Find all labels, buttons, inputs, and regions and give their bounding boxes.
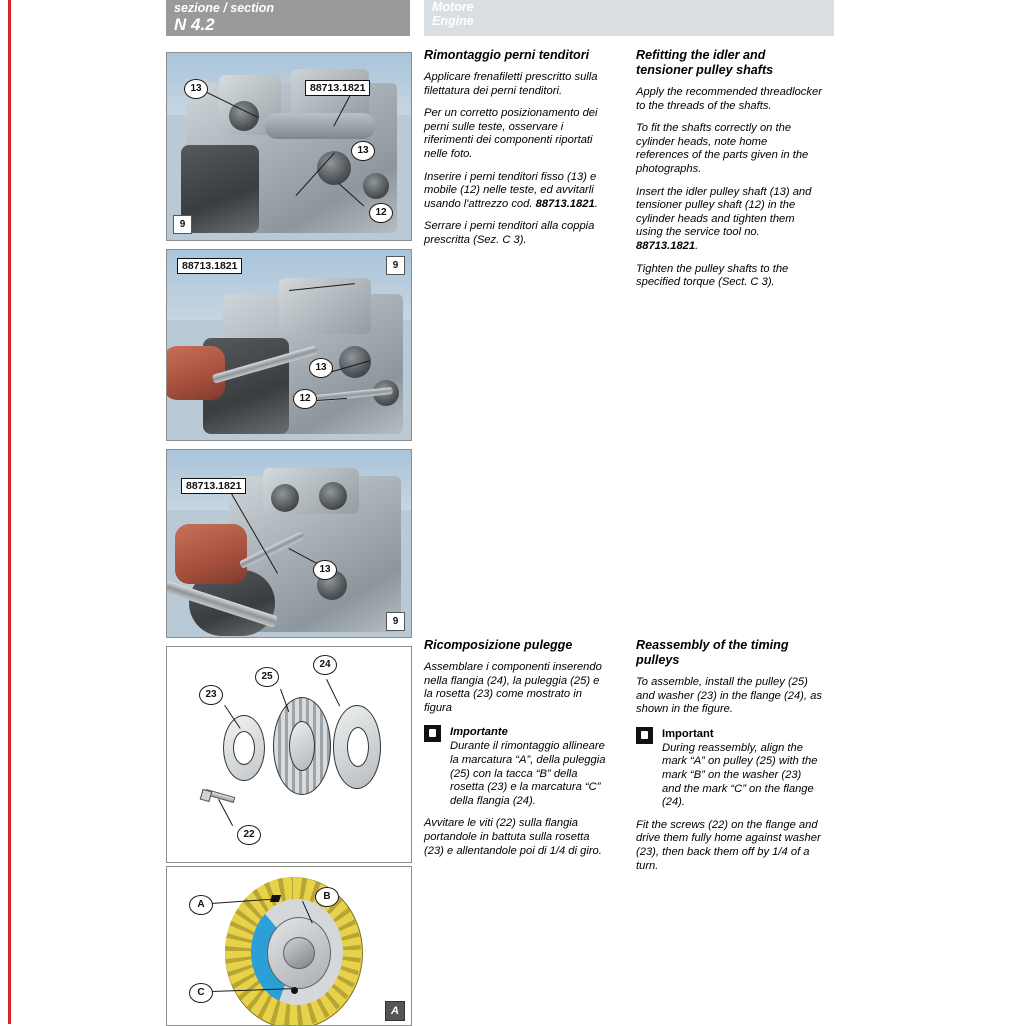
- en-b2-p2: Fit the screws (22) on the flange and drive them fully home against washer (23), then back them off by 1/4 of a turn.: [636, 818, 821, 872]
- fig3-callout-13: 13: [313, 560, 337, 580]
- it-b1-p1: Applicare frenafiletti prescritto sulla filettatura dei perni tenditori.: [424, 71, 598, 97]
- it-heading-2: Ricomposizione pulegge: [424, 638, 573, 652]
- fig5-callout-b: B: [315, 887, 339, 907]
- header-title-bar: [424, 0, 834, 36]
- it-b2-p1: Assemblare i componenti inserendo nella flangia (24), la puleggia (25) e la rosetta (23) come mostrato in figura: [424, 661, 602, 714]
- fig1-callout-13a: 13: [184, 79, 208, 99]
- en-note-title: Important: [662, 727, 714, 740]
- it-heading-1: Rimontaggio perni tenditori: [424, 48, 590, 62]
- fig3-pulley-b: [319, 482, 347, 510]
- fig1-clutch-cover: [181, 145, 259, 233]
- fig4-callout-24: 24: [313, 655, 337, 675]
- fig1-callout-12: 12: [369, 203, 393, 223]
- fig2-corner-number: 9: [386, 256, 405, 275]
- it-b1-p3b: .: [594, 197, 598, 210]
- column-english-bottom: [636, 638, 822, 882]
- fig1-tool-code: 88713.1821: [305, 80, 370, 96]
- fig3-tool-code: 88713.1821: [181, 478, 246, 494]
- fig4-leader-24: [326, 679, 340, 706]
- it-b1-p2: Per un corretto posizionamento dei perni sulle teste, osservare i riferimenti dei componenti riportati nelle foto.: [424, 107, 598, 160]
- fig4-leader-22: [218, 799, 233, 826]
- figure-4: [166, 646, 412, 863]
- fig3-pulley-a: [271, 484, 299, 512]
- en-heading-1: Refitting the idler and tensioner pulley shafts: [636, 48, 774, 77]
- fig1-corner-number: 9: [173, 215, 192, 234]
- fig5-callout-a: A: [189, 895, 213, 915]
- important-icon: [424, 725, 441, 742]
- fig5-callout-c: C: [189, 983, 213, 1003]
- page-edge-rule: [8, 0, 11, 1024]
- en-heading-2: Reassembly of the timing pulleys: [636, 638, 789, 667]
- figure-5: [166, 866, 412, 1026]
- fig5-corner-letter: A: [385, 1001, 405, 1021]
- it-note-title: Importante: [450, 726, 508, 739]
- fig1-pulley-c: [363, 173, 389, 199]
- en-b1-p1: Apply the recommended threadlocker to the threads of the shafts.: [636, 86, 822, 112]
- en-b1-p3b: .: [695, 239, 699, 252]
- en-b1-p2: To fit the shafts correctly on the cylinder heads, note home references of the parts given in the photographs.: [636, 122, 809, 175]
- fig4-flange-bore: [347, 727, 369, 767]
- en-b1-p3a: Insert the idler pulley shaft (13) and tensioner pulley shaft (12) in the cylinder heads and tighten them using the service tool no.: [636, 185, 812, 239]
- en-b1-p3: [636, 186, 822, 254]
- header-title-it: Motore: [432, 0, 474, 14]
- column-english-top: [636, 48, 822, 299]
- header-title-en: Engine: [432, 14, 474, 28]
- it-note-body: Durante il rimontaggio allineare la marcatura “A”, della puleggia (25) con la tacca “B” della rosetta (23) e la marcatura “C” della flangia (24).: [450, 740, 606, 807]
- it-b1-p4: Serrare i perni tenditori alla coppia prescritta (Sez. C 3).: [424, 220, 595, 246]
- it-b1-p3a: Inserire i perni tenditori fisso (13) e mobile (12) nelle teste, ed avvitarli usando l'attrezzo cod.: [424, 170, 597, 210]
- figure-2: [166, 249, 412, 441]
- fig4-callout-23: 23: [199, 685, 223, 705]
- en-b1-p4: Tighten the pulley shafts to the specified torque (Sect. C 3).: [636, 262, 789, 289]
- fig3-hand: [175, 524, 247, 584]
- fig5-center-bore: [283, 937, 315, 969]
- fig2-callout-13: 13: [309, 358, 333, 378]
- column-italian-top: [424, 48, 610, 257]
- figure-3: [166, 449, 412, 638]
- fig4-screw-head: [200, 789, 213, 802]
- it-important-note: [424, 724, 610, 808]
- fig1-callout-13b: 13: [351, 141, 375, 161]
- fig1-pulley-b: [317, 151, 351, 185]
- fig4-washer-bore: [233, 731, 255, 765]
- fig2-callout-12: 12: [293, 389, 317, 409]
- fig2-tool-code: 88713.1821: [177, 258, 242, 274]
- it-b1-p3: [424, 171, 610, 212]
- en-b1-toolcode: 88713.1821: [636, 239, 696, 252]
- fig3-corner-number: 9: [386, 612, 405, 631]
- important-icon: [636, 727, 653, 744]
- en-important-note: [636, 726, 822, 810]
- fig4-callout-22: 22: [237, 825, 261, 845]
- header-section-bar: [166, 0, 410, 36]
- column-italian-bottom: [424, 638, 610, 867]
- fig4-pulley-hub: [289, 721, 315, 771]
- figure-1: [166, 52, 412, 241]
- en-note-body: During reassembly, align the mark “A” on pulley (25) with the mark “B” on the washer (23) and the mark “C” on the flange (24).: [662, 741, 818, 809]
- fig4-callout-25: 25: [255, 667, 279, 687]
- fig1-belt-cover: [265, 113, 375, 139]
- section-number: N 4.2: [174, 15, 215, 34]
- it-b2-p2: Avvitare le viti (22) sulla flangia portandole in battuta sulla rosetta (23) e allentandole poi di 1/4 di giro.: [424, 817, 602, 857]
- it-b1-toolcode: 88713.1821: [535, 197, 595, 210]
- en-b2-p1: To assemble, install the pulley (25) and washer (23) in the flange (24), as shown in the figure.: [636, 676, 822, 716]
- section-label: sezione / section: [174, 1, 275, 15]
